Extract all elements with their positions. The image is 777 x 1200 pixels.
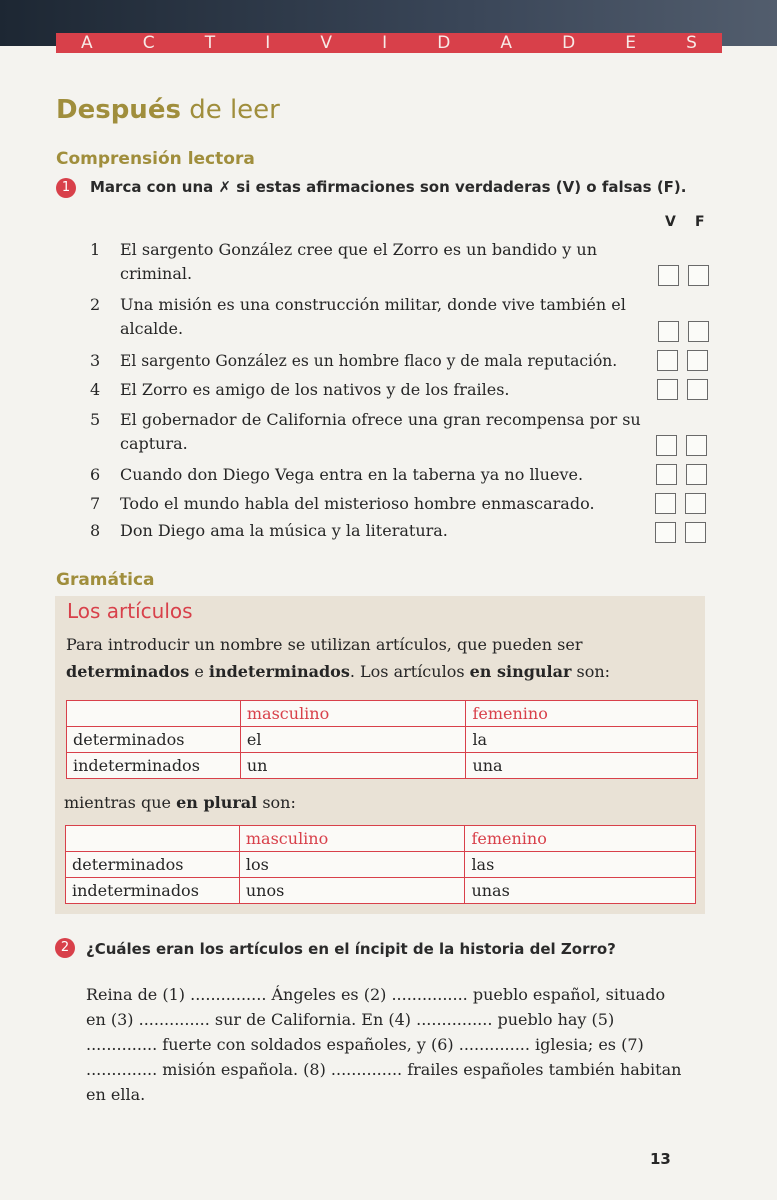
checkbox-v-7[interactable] [655,493,676,514]
table-header-femenino: femenino [465,826,696,852]
banner-letter: A [500,33,513,53]
table-cell: determinados [67,727,241,753]
exercise-2-paragraph: Reina de (1) ............... Ángeles es (2) ............... pueblo español, situado en (3) .............. sur de California. En (4) ............... pueblo hay (5) .............. fuerte con soldados españoles, y (6) .............. iglesia; es (7) .............. misión española. (8) .............. frailes españoles también habitan en ella. [86,985,682,1104]
statement-number: 7 [90,494,101,513]
checkbox-f-4[interactable] [687,379,708,400]
section-heading-gramatica: Gramática [56,570,155,590]
grammar-text: son: [571,662,611,681]
banner-letter: S [686,33,697,53]
banner-letter: I [382,33,388,53]
column-f-label: F [695,214,705,230]
term-indeterminados: indeterminados [208,662,350,681]
grammar-plural-line [64,791,296,815]
checkbox-f-3[interactable] [687,350,708,371]
plural-articles-table [65,825,696,904]
banner-letter: E [625,33,637,53]
checkbox-v-2[interactable] [658,321,679,342]
checkbox-f-2[interactable] [688,321,709,342]
section-heading-comprension: Comprensión lectora [56,149,255,169]
singular-articles-table [66,700,698,779]
grammar-text: son: [257,793,296,812]
table-cell: una [466,753,698,779]
statement-number: 6 [90,465,101,484]
grammar-text: . Los artículos [349,662,470,681]
exercise-number-1: 1 [56,178,76,198]
grammar-intro-line-2 [66,660,610,684]
term-en-plural: en plural [176,793,258,812]
checkbox-f-6[interactable] [686,464,707,485]
statement-text: El sargento González es un hombre flaco y de mala reputación. [120,352,618,370]
table-header-masculino: masculino [239,826,465,852]
exercise-number-2: 2 [55,938,75,958]
checkbox-f-8[interactable] [685,522,706,543]
table-header-row [66,826,696,852]
table-header-masculino: masculino [240,701,466,727]
banner-letter: T [204,33,216,53]
table-cell: determinados [66,852,240,878]
page-number: 13 [650,1150,671,1168]
exercise-2-question: ¿Cuáles eran los artículos en el íncipit de la historia del Zorro? [86,940,616,958]
table-header-cell [66,826,240,852]
actividades-banner [56,33,722,53]
grammar-title: Los artículos [67,599,193,623]
banner-letter: C [142,33,155,53]
table-row [66,878,696,904]
table-row [67,753,698,779]
exercise-1-instruction: Marca con una ✗ si estas afirmaciones son verdaderas (V) o falsas (F). [90,178,687,196]
checkbox-v-3[interactable] [657,350,678,371]
statement-number: 5 [90,410,101,429]
statement-text: Don Diego ama la música y la literatura. [120,521,448,540]
checkbox-f-5[interactable] [686,435,707,456]
statement-number: 8 [90,521,101,540]
table-cell: un [240,753,466,779]
page-title [56,95,280,125]
statement-text: El gobernador de California ofrece una gran recompensa por su captura. [120,410,641,453]
checkbox-f-7[interactable] [685,493,706,514]
page-title-bold: Después [56,95,181,125]
banner-letter: D [437,33,451,53]
statement-text: El Zorro es amigo de los nativos y de los frailes. [120,380,510,399]
table-row [66,852,696,878]
table-cell: las [465,852,696,878]
statement-text: El sargento González cree que el Zorro es un bandido y un criminal. [120,240,598,283]
column-v-label: V [665,214,676,230]
statement-text: Una misión es una construcción militar, donde vive también el alcalde. [120,295,626,338]
banner-letter: D [562,33,576,53]
table-header-femenino: femenino [466,701,698,727]
table-cell: unas [465,878,696,904]
banner-letter: A [81,33,93,53]
grammar-text: e [189,662,209,681]
grammar-intro-line-1: Para introducir un nombre se utilizan artículos, que pueden ser [66,635,583,654]
checkbox-v-6[interactable] [656,464,677,485]
checkbox-v-8[interactable] [655,522,676,543]
table-cell: los [239,852,465,878]
table-row [67,727,698,753]
page-title-rest: de leer [189,95,280,125]
table-cell: la [466,727,698,753]
term-en-singular: en singular [469,662,572,681]
table-header-row [67,701,698,727]
statement-number: 2 [90,295,101,314]
banner-letter: I [265,33,271,53]
grammar-text: mientras que [64,793,177,812]
checkbox-v-1[interactable] [658,265,679,286]
checkbox-v-5[interactable] [656,435,677,456]
banner-letter: V [320,33,332,53]
table-header-cell [67,701,241,727]
table-cell: unos [239,878,465,904]
statement-text: Todo el mundo habla del misterioso hombre enmascarado. [120,494,595,513]
table-cell: el [240,727,466,753]
statement-text: Cuando don Diego Vega entra en la taberna ya no llueve. [120,465,584,484]
statement-number: 3 [90,351,101,370]
term-determinados: determinados [66,662,190,681]
table-cell: indeterminados [67,753,241,779]
statement-number: 1 [90,240,101,259]
statement-number: 4 [90,380,101,399]
checkbox-v-4[interactable] [657,379,678,400]
table-cell: indeterminados [66,878,240,904]
checkbox-f-1[interactable] [688,265,709,286]
